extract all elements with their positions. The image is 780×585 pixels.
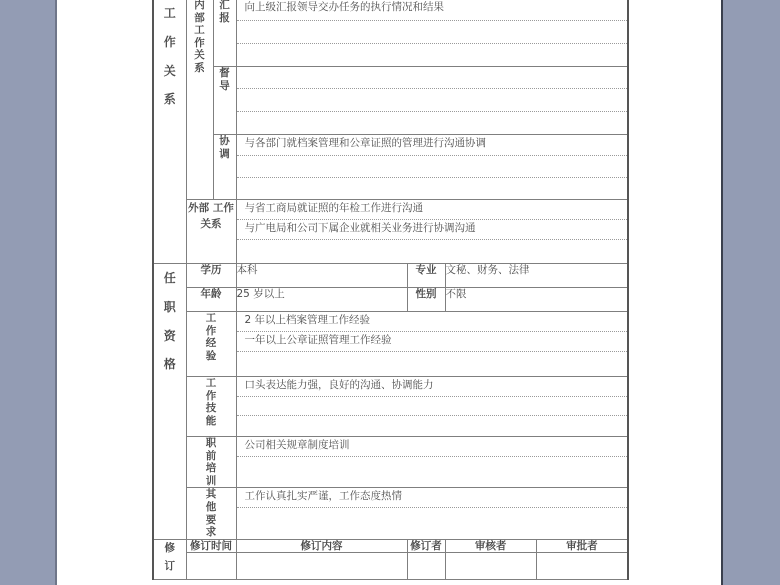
report-line-1: 向上级汇报领导交办任务的执行情况和结果 — [237, 0, 628, 21]
internal-char-4: 关 — [194, 49, 205, 62]
row-other-requirements — [153, 488, 628, 539]
value-education: 本科 — [236, 264, 407, 288]
coordinate-line-2 — [237, 156, 628, 178]
work-relations-char-0: 工 — [163, 6, 176, 20]
experience-line-1: 2 年以上档案管理工作经验 — [237, 312, 628, 332]
supervise-char-1: 导 — [219, 79, 230, 92]
skills-line-1: 口头表达能力强，良好的沟通、协调能力 — [237, 377, 628, 397]
revision-cell-time[interactable] — [186, 553, 236, 580]
row-internal-supervise — [153, 67, 628, 135]
revision-cell-approver[interactable] — [536, 553, 627, 579]
revision-col-header-checker: 审核者 — [446, 540, 537, 553]
qualifications-char-0: 任 — [163, 271, 176, 285]
revision-char-0: 修 — [164, 541, 175, 554]
section-label-work-relations — [153, 0, 186, 264]
other-req-char-01: 其 他 — [205, 488, 217, 513]
qualifications-char-3: 格 — [163, 357, 176, 372]
revision-cell-content[interactable] — [236, 553, 407, 580]
row-pre-training — [153, 437, 628, 488]
revision-col-header-checker-approver — [445, 539, 628, 553]
revision-cell-checker-approver-wrap — [445, 553, 628, 580]
coordinate-char-1: 调 — [219, 147, 230, 160]
qualifications-char-2: 资 — [163, 328, 176, 343]
row-skills — [153, 377, 628, 437]
external-line-item-3 — [237, 240, 628, 263]
subsection-label-external-relations — [186, 200, 236, 264]
internal-char-1: 部 — [194, 11, 205, 24]
external-line-3: 作 — [223, 202, 234, 214]
supervise-char-0: 督 — [219, 67, 230, 79]
right-margin — [725, 0, 780, 585]
row-revision-header — [153, 539, 628, 553]
skills-line-2 — [237, 397, 628, 416]
report-char-0: 汇 — [219, 0, 230, 11]
report-line-2 — [237, 21, 628, 44]
job-description-table — [152, 0, 629, 580]
label-pre-training — [186, 437, 236, 488]
external-relations-lines — [236, 200, 628, 264]
skills-lines — [236, 377, 628, 437]
section-label-qualifications — [153, 264, 186, 540]
table-row-revision-entry — [153, 553, 628, 580]
row-external-relations — [153, 200, 628, 264]
label-education: 学历 — [186, 264, 236, 288]
label-experience — [186, 312, 236, 377]
group-label-coordinate — [213, 135, 236, 200]
row-education — [153, 264, 628, 288]
pre-training-char-01: 职 前 — [205, 437, 217, 462]
value-major: 文秘、财务、法律 — [445, 264, 628, 288]
revision-col-header-content: 修订内容 — [236, 539, 407, 553]
label-other-requirements — [186, 488, 236, 539]
other-req-line-1: 工作认真扎实严谨，工作态度热情 — [237, 488, 628, 508]
group-lines-coordinate — [236, 135, 628, 200]
subsection-label-internal-relations — [186, 0, 213, 200]
revision-col-header-time: 修订时间 — [186, 539, 236, 553]
pre-training-lines — [236, 437, 628, 488]
group-lines-report — [236, 0, 628, 67]
experience-line-3 — [237, 352, 628, 376]
row-internal-coordinate — [153, 135, 628, 200]
supervise-line-3 — [237, 112, 628, 134]
external-line-1: 部 — [198, 202, 210, 214]
experience-lines — [236, 312, 628, 377]
label-skills — [186, 377, 236, 437]
external-line-item-1: 与省工商局就证照的年检工作进行沟通 — [237, 200, 628, 220]
row-internal-report — [153, 0, 628, 67]
internal-char-0: 内 — [194, 0, 205, 11]
external-line-2: 工 — [212, 202, 224, 214]
pre-training-line-2 — [237, 457, 628, 478]
qualifications-char-1: 职 — [163, 299, 176, 314]
coordinate-line-3 — [237, 178, 628, 199]
external-line-0: 外 — [188, 202, 199, 214]
revision-cell-reviser[interactable] — [407, 553, 445, 580]
external-line-4: 关 — [200, 218, 211, 231]
experience-char-23: 经 验 — [205, 337, 217, 362]
coordinate-line-1: 与各部门就档案管理和公章证照的管理进行沟通协调 — [237, 135, 628, 156]
report-char-1: 报 — [219, 11, 230, 24]
skills-char-01: 工 作 — [205, 377, 217, 402]
skills-char-23: 技 能 — [205, 402, 217, 427]
row-experience — [153, 312, 628, 377]
other-req-line-2 — [237, 508, 628, 532]
label-gender: 性别 — [407, 288, 445, 312]
section-label-revision — [153, 539, 186, 580]
row-age — [153, 288, 628, 312]
group-label-supervise — [213, 67, 236, 135]
skills-line-3 — [237, 416, 628, 436]
work-relations-char-2: 关 — [163, 63, 176, 78]
work-relations-char-3: 系 — [163, 92, 176, 107]
report-line-3 — [237, 44, 628, 66]
revision-col-header-reviser: 修订者 — [407, 539, 445, 553]
group-lines-supervise — [236, 67, 628, 135]
value-age: 25 岁以上 — [236, 288, 407, 312]
experience-char-01: 工 作 — [205, 312, 217, 337]
external-line-item-2: 与广电局和公司下属企业就相关业务进行协调沟通 — [237, 220, 628, 240]
pre-training-line-1: 公司相关规章制度培训 — [237, 437, 628, 457]
experience-line-2: 一年以上公章证照管理工作经验 — [237, 332, 628, 352]
supervise-line-2 — [237, 89, 628, 112]
other-req-char-23: 要 求 — [205, 513, 217, 539]
supervise-line-1 — [237, 67, 628, 89]
work-relations-char-1: 作 — [163, 34, 176, 49]
revision-col-header-approver: 审批者 — [566, 539, 598, 552]
revision-char-1: 订 — [164, 559, 175, 572]
revision-cell-checker[interactable] — [446, 553, 537, 579]
value-gender: 不限 — [445, 288, 628, 312]
other-requirements-lines — [236, 488, 628, 539]
pre-training-char-23: 培 训 — [205, 462, 217, 487]
internal-char-3: 作 — [194, 36, 205, 49]
external-line-5: 系 — [211, 218, 222, 231]
label-major: 专业 — [407, 264, 445, 288]
label-age: 年龄 — [186, 288, 236, 312]
internal-char-5: 系 — [194, 61, 205, 74]
group-label-report — [213, 0, 236, 67]
internal-char-2: 工 — [194, 24, 205, 37]
coordinate-char-0: 协 — [219, 135, 230, 147]
